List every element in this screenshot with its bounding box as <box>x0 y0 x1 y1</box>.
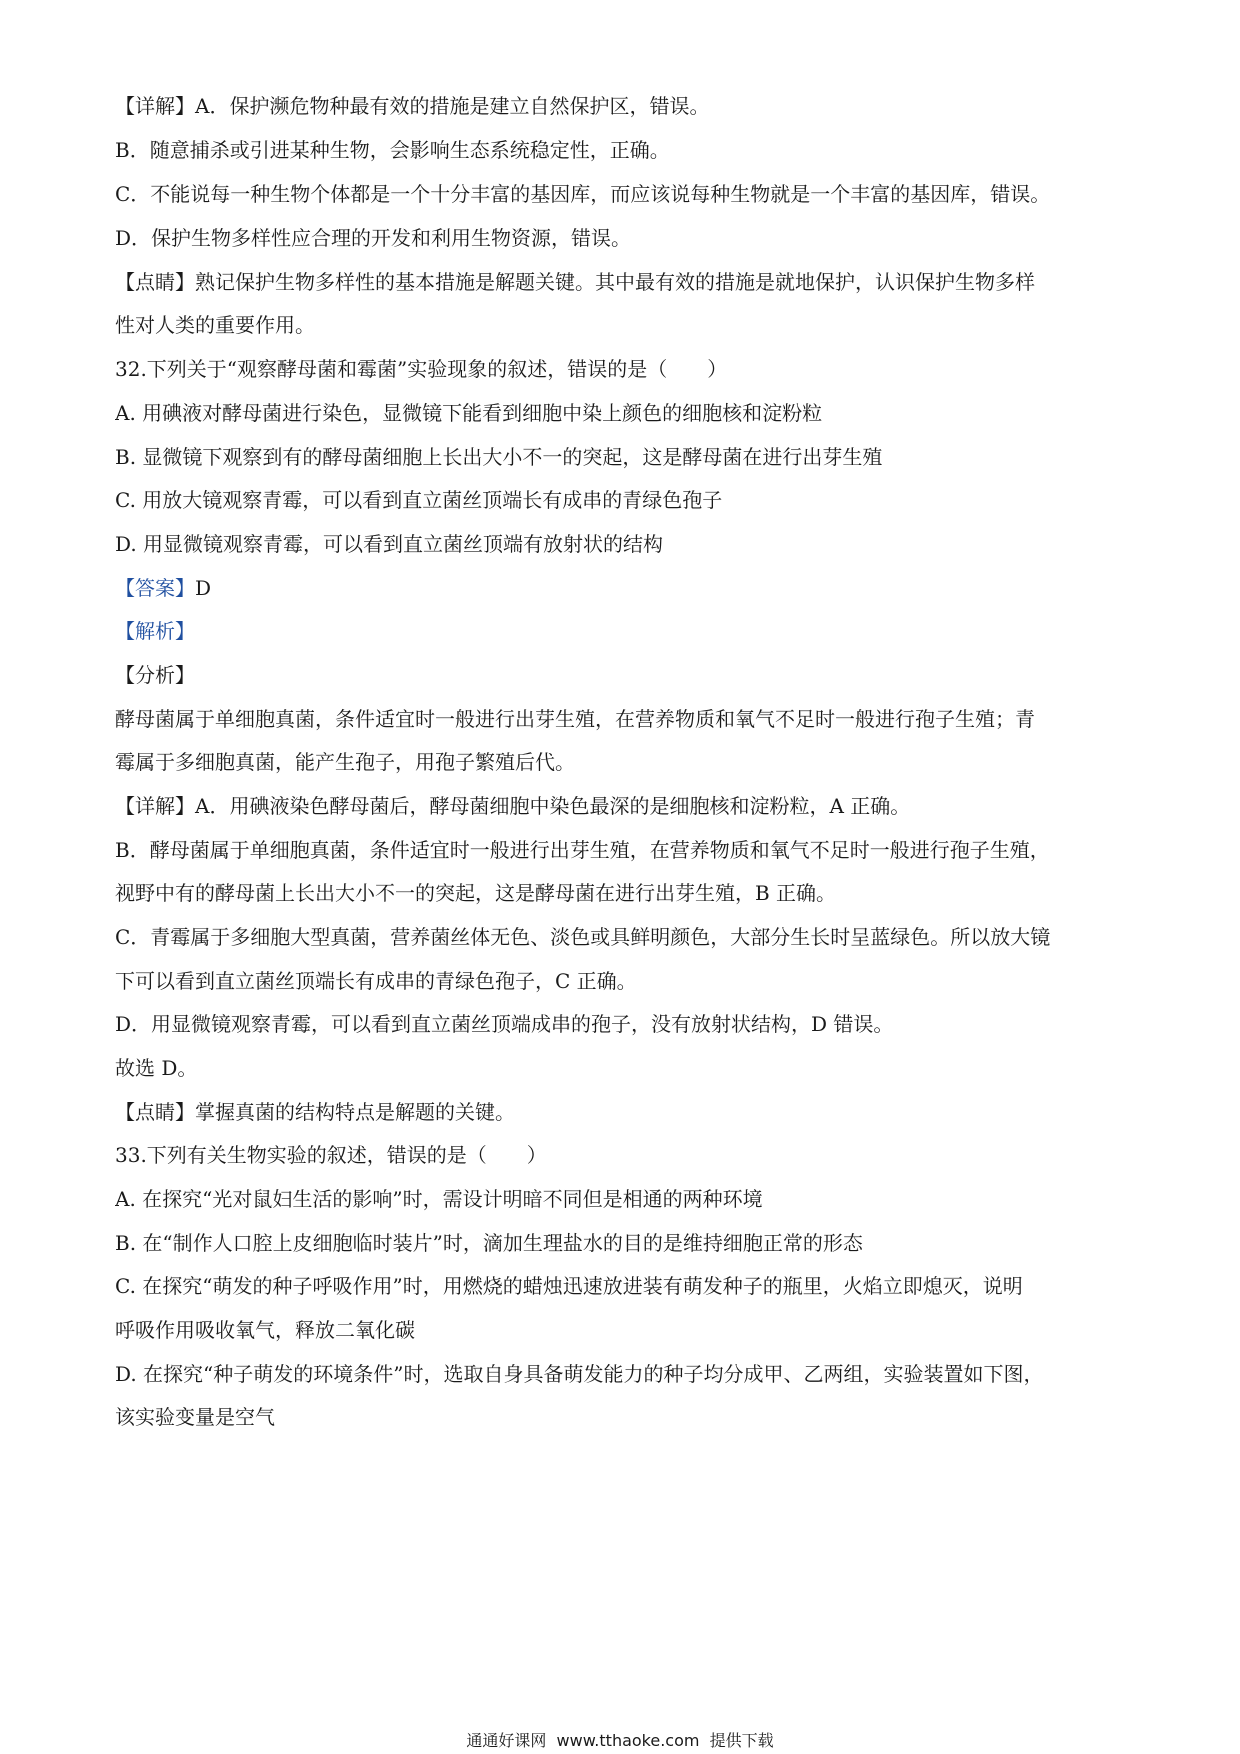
option-a: A. 用碘液对酵母菌进行染色，显微镜下能看到细胞中染上颜色的细胞核和淀粉粒 <box>115 401 823 425</box>
option-c: C. 用放大镜观察青霉，可以看到直立菌丝顶端长有成串的青绿色孢子 <box>115 488 723 512</box>
text-line: 视野中有的酵母菌上长出大小不一的突起，这是酵母菌在进行出芽生殖，B 正确。 <box>115 881 837 905</box>
question-33-stem: 33.下列有关生物实验的叙述，错误的是（ ） <box>115 1143 547 1167</box>
text-line: 【点睛】掌握真菌的结构特点是解题的关键。 <box>115 1100 515 1124</box>
answer-line <box>115 574 1145 602</box>
text-line: 故选 D。 <box>115 1056 198 1080</box>
option-a: A. 在探究“光对鼠妇生活的影响”时，需设计明暗不同但是相通的两种环境 <box>115 1187 763 1211</box>
text-line: 呼吸作用吸收氧气，释放二氧化碳 <box>115 1318 415 1342</box>
text-line: 【分析】 <box>115 663 195 687</box>
text-line: 酵母菌属于单细胞真菌，条件适宜时一般进行出芽生殖，在营养物质和氧气不足时一般进行孢子生殖；青 <box>115 707 1035 731</box>
text-line: C．不能说每一种生物个体都是一个十分丰富的基因库，而应该说每种生物就是一个丰富的基因库，错误。 <box>115 182 1051 206</box>
question-32-stem: 32.下列关于“观察酵母菌和霉菌”实验现象的叙述，错误的是（ ） <box>115 357 728 381</box>
text-line: 【详解】A．用碘液染色酵母菌后，酵母菌细胞中染色最深的是细胞核和淀粉粒，A 正确。 <box>115 794 911 818</box>
text-line: 性对人类的重要作用。 <box>115 313 315 337</box>
footer-site-name: 通通好课网 <box>466 1731 547 1750</box>
footer-suffix: 提供下载 <box>709 1731 774 1750</box>
page-footer <box>0 1731 1240 1751</box>
text-line: B．随意捕杀或引进某种生物，会影响生态系统稳定性，正确。 <box>115 138 670 162</box>
text-line: 【点睛】熟记保护生物多样性的基本措施是解题关键。其中最有效的措施是就地保护，认识保护生物多样 <box>115 270 1035 294</box>
footer-url-link[interactable]: www.tthaoke.com <box>556 1731 700 1750</box>
answer-value: D <box>195 576 212 600</box>
text-line: D．用显微镜观察青霉，可以看到直立菌丝顶端成串的孢子，没有放射状结构，D 错误。 <box>115 1012 894 1036</box>
text-line: 霉属于多细胞真菌，能产生孢子，用孢子繁殖后代。 <box>115 750 575 774</box>
text-line: D．保护生物多样性应合理的开发和利用生物资源，错误。 <box>115 226 632 250</box>
option-c: C. 在探究“萌发的种子呼吸作用”时，用燃烧的蜡烛迅速放进装有萌发种子的瓶里，火焰立即熄灭，说明 <box>115 1274 1023 1298</box>
text-line: C．青霉属于多细胞大型真菌，营养菌丝体无色、淡色或具鲜明颜色，大部分生长时呈蓝绿色。所以放大镜 <box>115 925 1051 949</box>
option-d: D. 在探究“种子萌发的环境条件”时，选取自身具备萌发能力的种子均分成甲、乙两组，实验装置如下图， <box>115 1362 1044 1386</box>
text-line: 下可以看到直立菌丝顶端长有成串的青绿色孢子，C 正确。 <box>115 969 637 993</box>
text-line: 该实验变量是空气 <box>115 1405 275 1429</box>
text-line: B．酵母菌属于单细胞真菌，条件适宜时一般进行出芽生殖，在营养物质和氧气不足时一般进行孢子生殖， <box>115 838 1050 862</box>
option-b: B. 显微镜下观察到有的酵母菌细胞上长出大小不一的突起，这是酵母菌在进行出芽生殖 <box>115 445 883 469</box>
option-d: D. 用显微镜观察青霉，可以看到直立菌丝顶端有放射状的结构 <box>115 532 664 556</box>
text-line: 【详解】A．保护濒危物种最有效的措施是建立自然保护区，错误。 <box>115 94 710 118</box>
analysis-label: 【解析】 <box>115 619 195 643</box>
answer-label: 【答案】 <box>115 576 195 600</box>
option-b: B. 在“制作人口腔上皮细胞临时装片”时，滴加生理盐水的目的是维持细胞正常的形态 <box>115 1231 863 1255</box>
